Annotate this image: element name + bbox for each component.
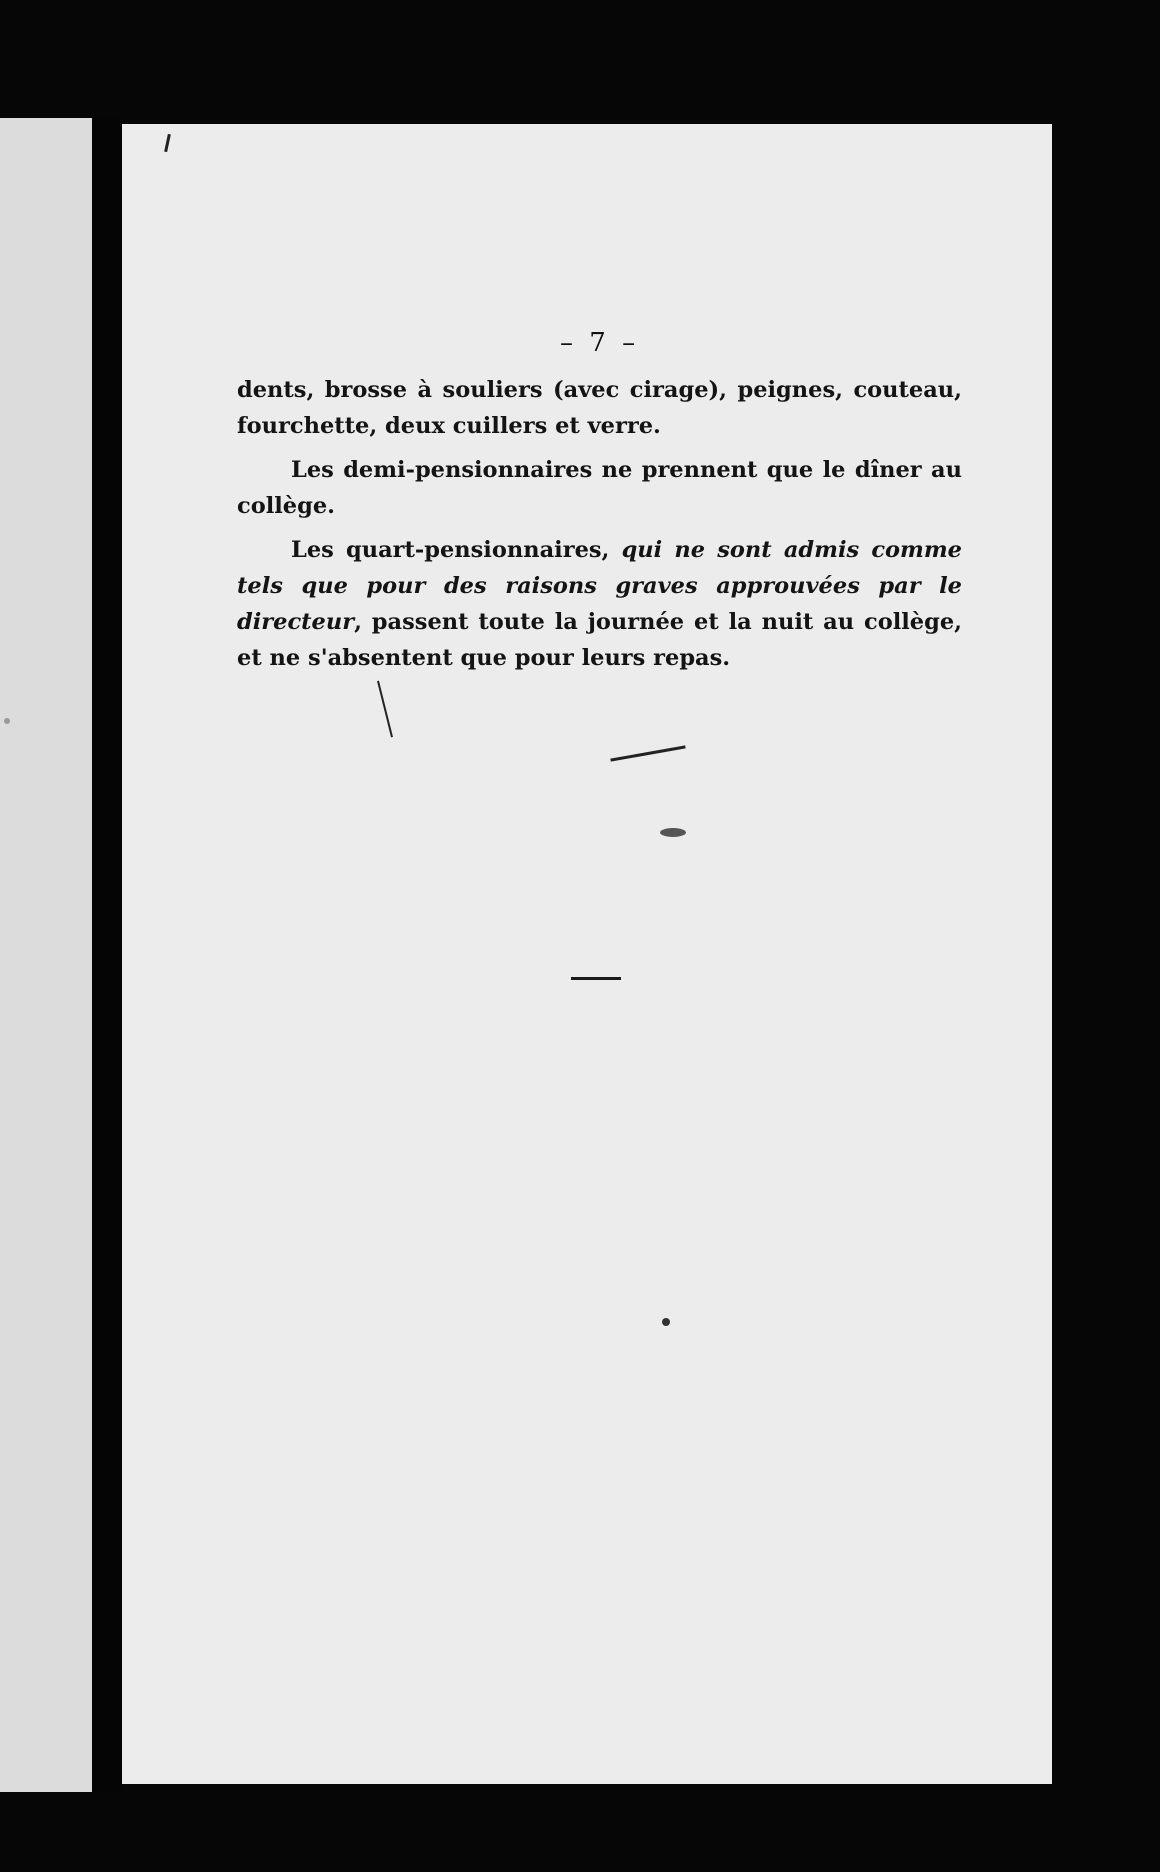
ink-dot (4, 718, 10, 724)
paragraph-3-lead: Les quart-pensionnaires, (291, 537, 622, 563)
ink-dot (662, 1318, 670, 1326)
paragraph-3-tail: , passent toute la journée et la nuit au collège, et ne s'absentent que pour leurs repas. (237, 609, 962, 671)
ink-smudge (660, 828, 686, 837)
paragraph-3-italic: qui ne sont admis comme tels que pour des raisons graves approuvées par le directeur (237, 537, 962, 635)
binding-shadow (92, 118, 122, 1792)
paragraph-3 (237, 532, 962, 676)
body-text (237, 372, 962, 676)
paragraph-1: dents, brosse à souliers (avec cirage), peignes, couteau, fourchette, deux cuillers et verre. (237, 377, 962, 439)
closing-rule (571, 977, 621, 980)
page-number: – 7 – (560, 328, 640, 358)
paragraph-2: Les demi-pensionnaires ne prennent que le dîner au collège. (237, 457, 962, 519)
previous-page-edge (0, 118, 92, 1792)
